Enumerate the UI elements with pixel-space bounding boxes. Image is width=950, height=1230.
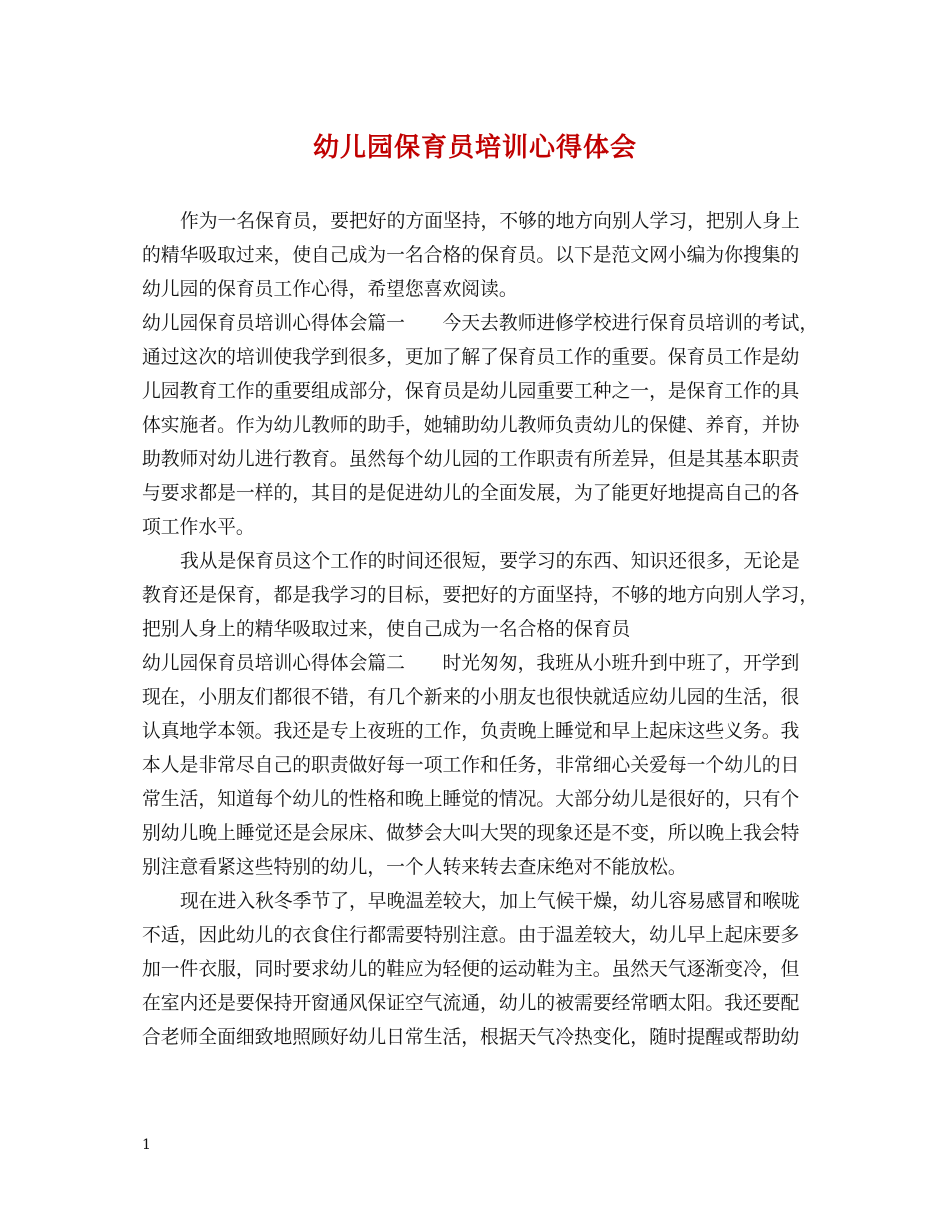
text-line: 幼儿园的保育员工作心得，希望您喜欢阅读。 <box>142 279 518 300</box>
text-line: 通过这次的培训使我学到很多，更加了解了保育员工作的重要。保育员工作是幼 <box>142 347 800 368</box>
text-line: 不适，因此幼儿的衣食住行都需要特别注意。由于温差较大，幼儿早上起床要多 <box>142 925 800 946</box>
text-line: 合老师全面细致地照顾好幼儿日常生活，根据天气冷热变化，随时提醒或帮助幼 <box>142 1027 800 1048</box>
text-line: 儿园教育工作的重要组成部分，保育员是幼儿园重要工种之一，是保育工作的具 <box>142 381 800 402</box>
text-line: 在室内还是要保持开窗通风保证空气流通，幼儿的被需要经常晒太阳。我还要配 <box>142 993 800 1014</box>
text-line: 现在，小朋友们都很不错，有几个新来的小朋友也很快就适应幼儿园的生活，很 <box>142 687 800 708</box>
text-line: 项工作水平。 <box>142 517 255 538</box>
text-line: 认真地学本领。我还是专上夜班的工作，负责晚上睡觉和早上起床这些义务。我 <box>142 721 800 742</box>
text-line: 别幼儿晚上睡觉还是会尿床、做梦会大叫大哭的现象还是不变，所以晚上我会特 <box>142 823 800 844</box>
section-heading-line: 幼儿园保育员培训心得体会篇二 时光匆匆，我班从小班升到中班了，开学到 <box>142 653 800 674</box>
text-line: 教育还是保育，都是我学习的目标，要把好的方面坚持，不够的地方向别人学习， <box>142 585 819 606</box>
text-line: 现在进入秋冬季节了，早晚温差较大，加上气候干燥，幼儿容易感冒和喉咙 <box>180 891 800 912</box>
text-line: 与要求都是一样的，其目的是促进幼儿的全面发展，为了能更好地提高自己的各 <box>142 483 800 504</box>
section-heading-line: 幼儿园保育员培训心得体会篇一 今天去教师进修学校进行保育员培训的考试， <box>142 313 819 334</box>
text-line: 助教师对幼儿进行教育。虽然每个幼儿园的工作职责有所差异，但是其基本职责 <box>142 449 800 470</box>
page-number: 1 <box>142 1137 151 1153</box>
text-line: 体实施者。作为幼儿教师的助手，她辅助幼儿教师负责幼儿的保健、养育，并协 <box>142 415 800 436</box>
text-line: 本人是非常尽自己的职责做好每一项工作和任务，非常细心关爱每一个幼儿的日 <box>142 755 800 776</box>
text-line: 加一件衣服，同时要求幼儿的鞋应为轻便的运动鞋为主。虽然天气逐渐变冷，但 <box>142 959 800 980</box>
text-line: 常生活，知道每个幼儿的性格和晚上睡觉的情况。大部分幼儿是很好的，只有个 <box>142 789 800 810</box>
text-line: 我从是保育员这个工作的时间还很短，要学习的东西、知识还很多，无论是 <box>180 551 800 572</box>
document-body <box>142 205 822 1055</box>
text-line: 的精华吸取过来，使自己成为一名合格的保育员。以下是范文网小编为你搜集的 <box>142 245 800 266</box>
text-line: 作为一名保育员，要把好的方面坚持，不够的地方向别人学习，把别人身上 <box>180 211 800 232</box>
text-line: 把别人身上的精华吸取过来，使自己成为一名合格的保育员 <box>142 619 631 640</box>
document-title: 幼儿园保育员培训心得体会 <box>312 133 637 163</box>
text-line: 别注意看紧这些特别的幼儿，一个人转来转去查床绝对不能放松。 <box>142 857 687 878</box>
